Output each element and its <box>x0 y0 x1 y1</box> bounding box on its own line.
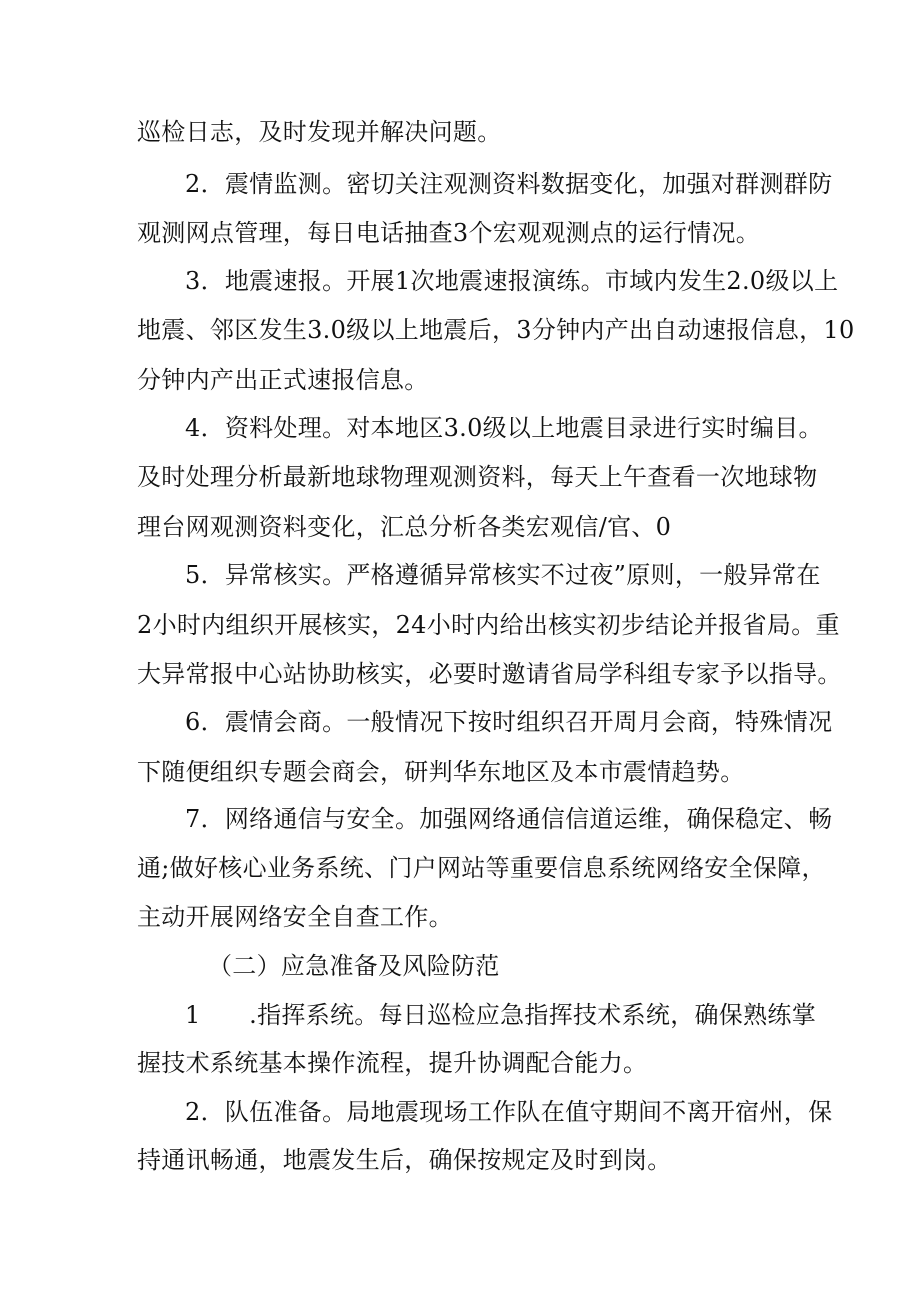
paragraph-6-line-2: 下随便组织专题会商会，研判华东地区及本市震情趋势。 <box>137 758 745 786</box>
text-line: 巡检日志，及时发现并解决问题。 <box>137 118 502 146</box>
paragraph-2-line-1: 2．震情监测。密切关注观测资料数据变化，加强对群测群防 <box>185 170 833 198</box>
section-item-1-line-1: 1 .指挥系统。每日巡检应急指挥技术系统，确保熟练掌 <box>185 1001 816 1029</box>
section-item-2-line-2: 持通讯畅通，地震发生后，确保按规定及时到岗。 <box>137 1146 672 1174</box>
paragraph-3-line-2: 地震、邻区发生3.0级以上地震后，3分钟内产出自动速报信息，10 <box>137 316 855 344</box>
paragraph-7-line-1: 7．网络通信与安全。加强网络通信信道运维，确保稳定、畅 <box>185 805 833 833</box>
paragraph-6-line-1: 6．震情会商。一般情况下按时组织召开周月会商，特殊情况 <box>185 708 833 736</box>
paragraph-5-line-3: 大异常报中心站协助核实，必要时邀请省局学科组专家予以指导。 <box>137 660 842 688</box>
paragraph-2-line-2: 观测网点管理，每日电话抽查3个宏观观测点的运行情况。 <box>137 219 761 247</box>
paragraph-5-line-1: 5．异常核实。严格遵循异常核实不过夜”原则，一般异常在 <box>185 561 821 589</box>
section-heading: （二）应急准备及风险防范 <box>208 952 500 980</box>
paragraph-4-line-3: 理台网观测资料变化，汇总分析各类宏观信/官、0 <box>137 513 672 541</box>
section-item-1-line-2: 握技术系统基本操作流程，提升协调配合能力。 <box>137 1049 648 1077</box>
paragraph-5-line-2: 2小时内组织开展核实，24小时内给出核实初步结论并报省局。重 <box>137 611 840 639</box>
section-item-2-line-1: 2．队伍准备。局地震现场工作队在值守期间不离开宿州，保 <box>185 1098 833 1126</box>
paragraph-7-line-2: 通;做好核心业务系统、门户网站等重要信息系统网络安全保障， <box>137 854 826 882</box>
paragraph-3-line-1: 3．地震速报。开展1次地震速报演练。市域内发生2.0级以上 <box>185 267 839 295</box>
paragraph-4-line-1: 4．资料处理。对本地区3.0级以上地震目录进行实时编目。 <box>185 414 823 442</box>
paragraph-3-line-3: 分钟内产出正式速报信息。 <box>137 366 429 394</box>
paragraph-4-line-2: 及时处理分析最新地球物理观测资料，每天上午查看一次地球物 <box>137 463 818 491</box>
paragraph-7-line-3: 主动开展网络安全自查工作。 <box>137 903 453 931</box>
